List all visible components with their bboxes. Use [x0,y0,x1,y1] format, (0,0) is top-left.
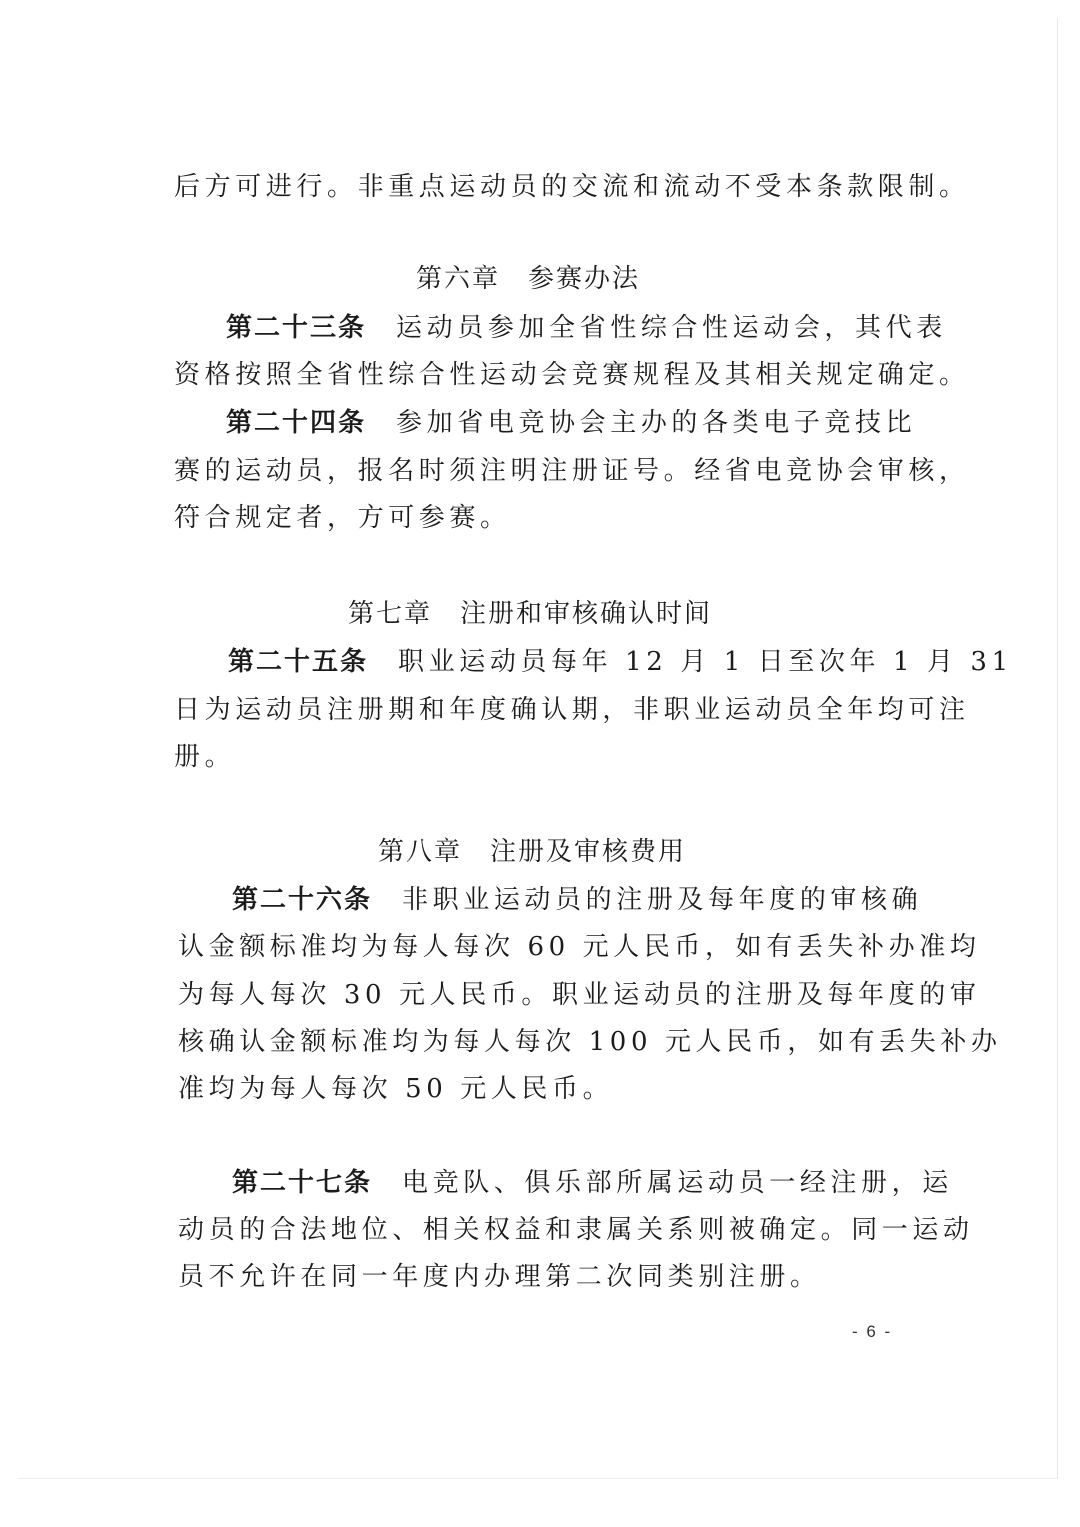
article-label: 第二十六条 [232,885,373,915]
article-24-line-2: 赛的运动员，报名时须注明注册证号。经省电竞协会审核， [174,456,970,486]
article-25-line-3: 册。 [174,742,236,772]
article-27-line-1 [232,1166,953,1200]
article-label: 第二十四条 [226,408,367,438]
article-label: 第二十七条 [232,1168,373,1198]
chapter-title: 注册和审核确认时间 [460,599,713,629]
article-label: 第二十三条 [226,313,367,343]
article-25-line-2: 日为运动员注册期和年度确认期，非职业运动员全年均可注 [174,695,970,725]
article-label: 第二十五条 [228,647,369,677]
article-24-line-3: 符合规定者，方可参赛。 [174,503,511,533]
article-text: 电竞队、俱乐部所属运动员一经注册，运 [402,1168,953,1198]
chapter-heading-6 [416,262,640,296]
article-23-line-2: 资格按照全省性综合性运动会竞赛规程及其相关规定确定。 [174,360,970,390]
article-27-line-2: 动员的合法地位、相关权益和隶属关系则被确定。同一运动 [178,1215,974,1245]
article-text: 参加省电竞协会主办的各类电子竞技比 [396,408,917,438]
article-26-line-3: 为每人每次 30 元人民币。职业运动员的注册及每年度的审 [178,980,981,1010]
chapter-number: 第七章 [348,599,433,629]
article-text: 运动员参加全省性综合性运动会，其代表 [396,313,947,343]
article-26-line-1 [232,883,922,917]
chapter-title: 参赛办法 [528,264,641,294]
article-text: 非职业运动员的注册及每年度的审核确 [402,885,923,915]
chapter-number: 第八章 [378,837,463,867]
article-23-line-1 [226,311,947,345]
article-26-line-4: 核确认金额标准均为每人每次 100 元人民币，如有丢失补办 [178,1027,1002,1057]
article-26-line-2: 认金额标准均为每人每次 60 元人民币，如有丢失补办准均 [178,932,981,962]
article-26-line-5: 准均为每人每次 50 元人民币。 [178,1074,614,1104]
chapter-title: 注册及审核费用 [490,837,687,867]
article-27-line-3: 员不允许在同一年度内办理第二次同类别注册。 [178,1262,821,1292]
article-25-line-1 [228,645,1013,679]
chapter-number: 第六章 [416,264,501,294]
chapter-heading-8 [378,835,686,869]
chapter-heading-7 [348,597,712,631]
page-edge-line [1057,18,1058,1478]
page-bottom-edge [18,1478,1058,1479]
article-24-line-1 [226,406,916,440]
continuation-text: 后方可进行。非重点运动员的交流和流动不受本条款限制。 [174,172,970,202]
article-text: 职业运动员每年 12 月 1 日至次年 1 月 31 [398,647,1013,677]
page-number: - 6 - [852,1322,893,1341]
